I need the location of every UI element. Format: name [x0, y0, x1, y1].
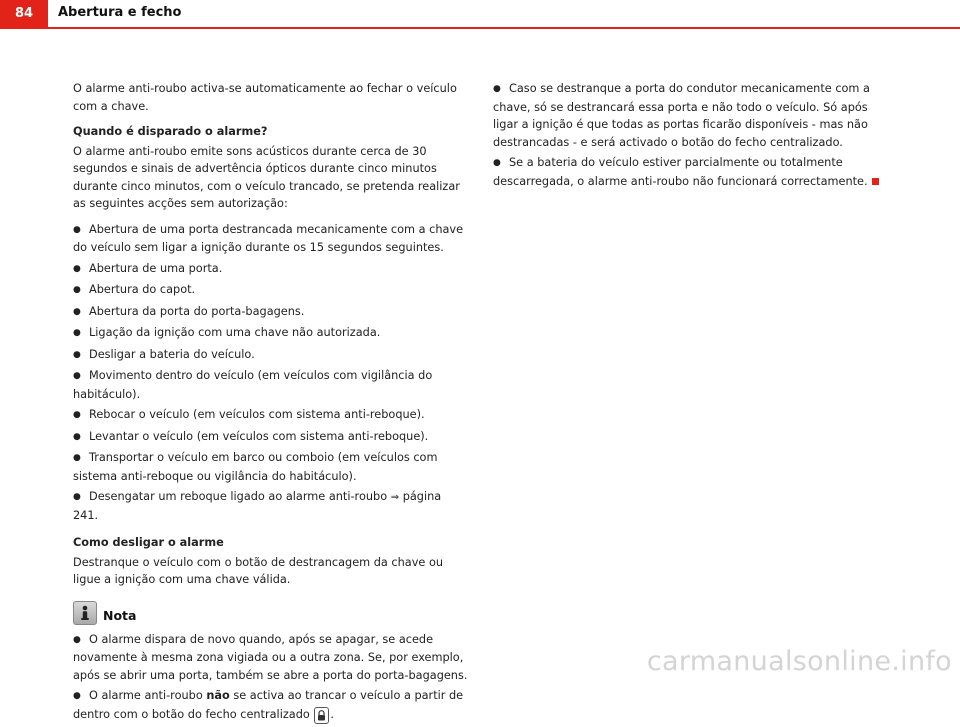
note-item: ● O alarme anti-roubo não se activa ao trancar o veículo a partir de dentro com o botão do fecho centralizado .: [73, 687, 468, 724]
disable-paragraph: Destranque o veículo com o botão de destrancagem da chave ou ligue a ignição com uma chave válida.: [73, 555, 444, 586]
note-item: ● O alarme dispara de novo quando, após se apagar, se acede novamente à mesma zona vigiada ou a outra zona. Se, por exemplo, após se abrir uma porta, também se abre a porta do porta-bagagens.: [73, 632, 468, 682]
list-item: ● Abertura de uma porta.: [73, 260, 468, 279]
list-item: ● Abertura de uma porta destrancada mecanicamente com a chave do veículo sem ligar a ignição durante os 15 segundos seguintes.: [73, 222, 464, 254]
note-label: Nota: [103, 608, 137, 623]
bullet-icon: ●: [73, 634, 81, 645]
emphasis-text: não: [206, 689, 230, 702]
end-of-section-icon: [872, 178, 879, 185]
heading-alarm-trigger: Quando é disparado o alarme?: [73, 125, 268, 138]
list-item: ● Desengatar um reboque ligado ao alarme anti-roubo ⇒ página 241.: [73, 490, 442, 522]
bullet-icon: ●: [493, 158, 501, 168]
page-number: 84: [0, 0, 48, 27]
list-item: ● Abertura do capot.: [73, 281, 468, 300]
note-heading: [73, 601, 468, 625]
page-reference-arrow: ⇒: [390, 492, 400, 503]
bullet-icon: ●: [73, 306, 81, 317]
bullet-icon: ●: [73, 453, 81, 463]
list-item: ● Levantar o veículo (em veículos com sistema anti-reboque).: [73, 428, 468, 447]
list-item: ● Se a bateria do veículo estiver parcialmente ou totalmente descarregada, o alarme anti-roubo não funcionará correctamente.: [493, 154, 888, 190]
bullet-icon: ●: [73, 328, 81, 338]
list-item: ● Ligação da ignição com uma chave não autorizada.: [73, 324, 468, 343]
info-person-icon: [73, 601, 97, 625]
list-item: ● Movimento dentro do veículo (em veículos com vigilância do habitáculo).: [73, 369, 433, 401]
page-reference-link[interactable]: página 241.: [73, 490, 442, 522]
bullet-icon: ●: [73, 371, 81, 381]
bullet-icon: ●: [73, 691, 81, 701]
list-item: ● Rebocar o veículo (em veículos com sistema anti-reboque).: [73, 406, 468, 425]
left-column: [73, 80, 468, 727]
bullet-icon: ●: [73, 431, 81, 442]
bullet-icon: ●: [493, 84, 501, 94]
bullet-icon: ●: [73, 263, 81, 274]
header-rule: [0, 27, 960, 29]
list-item: ● Desligar a bateria do veículo.: [73, 346, 468, 365]
trigger-paragraph: O alarme anti-roubo emite sons acústicos durante cerca de 30 segundos e sinais de advertência ópticos durante cinco minutos durante cinco minutos, com o veículo trancado, se pretenda realizar as seguintes acções sem autorização:: [73, 144, 460, 210]
watermark: carmanualsonline.info: [646, 646, 952, 677]
bullet-icon: ●: [73, 410, 81, 420]
bullet-icon: ●: [73, 349, 81, 360]
bullet-icon: ●: [73, 224, 81, 235]
lock-icon: [314, 707, 329, 724]
bullet-icon: ●: [73, 492, 81, 502]
intro-paragraph: O alarme anti-roubo activa-se automaticamente ao fechar o veículo com a chave.: [73, 82, 457, 113]
right-column: [493, 80, 888, 193]
trigger-list: [73, 221, 468, 525]
heading-disable-alarm: Como desligar o alarme: [73, 536, 224, 549]
list-item: ● Transportar o veículo em barco ou comboio (em veículos com sistema anti-reboque ou vigilância do habitáculo).: [73, 451, 438, 483]
list-item: ● Caso se destranque a porta do condutor mecanicamente com a chave, só se destrancará essa porta e não todo o veículo. Só após ligar a ignição é que todas as portas ficarão disponíveis - mas não destrancadas - e será activado o botão do fecho centralizado.: [493, 82, 870, 149]
list-item: ● Abertura da porta do porta-bagagens.: [73, 303, 468, 322]
page-header: [0, 0, 960, 28]
bullet-icon: ●: [73, 285, 81, 295]
section-title: Abertura e fecho: [58, 5, 182, 20]
